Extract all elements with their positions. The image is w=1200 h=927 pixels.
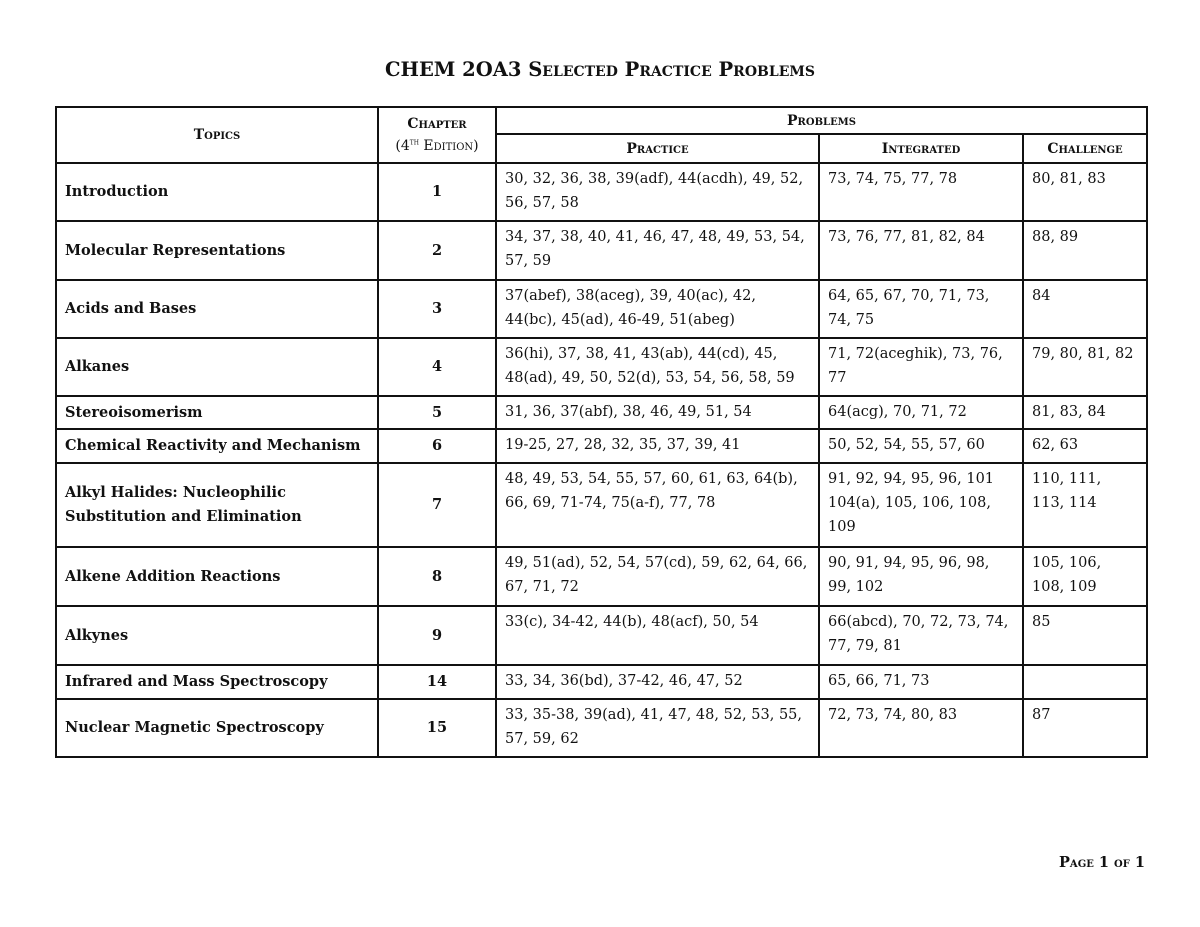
header-problems: Problems — [496, 107, 1147, 134]
topic-cell: Acids and Bases — [56, 280, 378, 338]
challenge-cell: 84 — [1023, 280, 1147, 338]
topic-cell: Alkene Addition Reactions — [56, 547, 378, 606]
chapter-cell: 4 — [378, 338, 496, 396]
challenge-cell — [1023, 665, 1147, 699]
problems-table — [55, 106, 1148, 758]
header-topics: Topics — [56, 107, 378, 163]
challenge-cell: 80, 81, 83 — [1023, 163, 1147, 221]
integrated-cell: 64, 65, 67, 70, 71, 73, 74, 75 — [819, 280, 1023, 338]
table-row — [56, 396, 1147, 429]
topic-cell: Stereoisomerism — [56, 396, 378, 429]
table-row — [56, 699, 1147, 757]
topic-cell: Alkynes — [56, 606, 378, 665]
table-row — [56, 280, 1147, 338]
header-chapter-label: Chapter — [407, 116, 467, 132]
challenge-cell: 105, 106, 108, 109 — [1023, 547, 1147, 606]
chapter-cell: 7 — [378, 463, 496, 547]
practice-cell: 37(abef), 38(aceg), 39, 40(ac), 42, 44(bc), 45(ad), 46-49, 51(abeg) — [496, 280, 819, 338]
challenge-cell: 110, 111, 113, 114 — [1023, 463, 1147, 547]
practice-cell: 19-25, 27, 28, 32, 35, 37, 39, 41 — [496, 429, 819, 463]
chapter-cell: 6 — [378, 429, 496, 463]
table-row — [56, 463, 1147, 547]
practice-cell: 33, 34, 36(bd), 37-42, 46, 47, 52 — [496, 665, 819, 699]
practice-cell: 48, 49, 53, 54, 55, 57, 60, 61, 63, 64(b), 66, 69, 71-74, 75(a-f), 77, 78 — [496, 463, 819, 547]
integrated-cell: 91, 92, 94, 95, 96, 101 104(a), 105, 106, 108, 109 — [819, 463, 1023, 547]
topic-cell: Introduction — [56, 163, 378, 221]
practice-cell: 49, 51(ad), 52, 54, 57(cd), 59, 62, 64, 66, 67, 71, 72 — [496, 547, 819, 606]
challenge-cell: 79, 80, 81, 82 — [1023, 338, 1147, 396]
practice-cell: 36(hi), 37, 38, 41, 43(ab), 44(cd), 45, 48(ad), 49, 50, 52(d), 53, 54, 56, 58, 59 — [496, 338, 819, 396]
chapter-cell: 8 — [378, 547, 496, 606]
integrated-cell: 73, 76, 77, 81, 82, 84 — [819, 221, 1023, 280]
topic-cell: Alkyl Halides: Nucleophilic Substitution and Elimination — [56, 463, 378, 547]
header-integrated: Integrated — [819, 134, 1023, 163]
integrated-cell: 72, 73, 74, 80, 83 — [819, 699, 1023, 757]
integrated-cell: 71, 72(aceghik), 73, 76, 77 — [819, 338, 1023, 396]
table-row — [56, 221, 1147, 280]
practice-cell: 30, 32, 36, 38, 39(adf), 44(acdh), 49, 52, 56, 57, 58 — [496, 163, 819, 221]
integrated-cell: 66(abcd), 70, 72, 73, 74, 77, 79, 81 — [819, 606, 1023, 665]
table-row — [56, 163, 1147, 221]
integrated-cell: 50, 52, 54, 55, 57, 60 — [819, 429, 1023, 463]
chapter-cell: 14 — [378, 665, 496, 699]
challenge-cell: 81, 83, 84 — [1023, 396, 1147, 429]
document-title: CHEM 2OA3 Selected Practice Problems — [385, 58, 815, 81]
practice-cell: 34, 37, 38, 40, 41, 46, 47, 48, 49, 53, 54, 57, 59 — [496, 221, 819, 280]
table-row — [56, 665, 1147, 699]
table-row — [56, 547, 1147, 606]
chapter-cell: 1 — [378, 163, 496, 221]
practice-cell: 33(c), 34-42, 44(b), 48(acf), 50, 54 — [496, 606, 819, 665]
table-row — [56, 606, 1147, 665]
topic-cell: Infrared and Mass Spectroscopy — [56, 665, 378, 699]
challenge-cell: 87 — [1023, 699, 1147, 757]
header-practice: Practice — [496, 134, 819, 163]
integrated-cell: 90, 91, 94, 95, 96, 98, 99, 102 — [819, 547, 1023, 606]
integrated-cell: 73, 74, 75, 77, 78 — [819, 163, 1023, 221]
practice-cell: 31, 36, 37(abf), 38, 46, 49, 51, 54 — [496, 396, 819, 429]
chapter-cell: 15 — [378, 699, 496, 757]
topic-cell: Chemical Reactivity and Mechanism — [56, 429, 378, 463]
chapter-cell: 2 — [378, 221, 496, 280]
chapter-cell: 5 — [378, 396, 496, 429]
header-challenge: Challenge — [1023, 134, 1147, 163]
table-row — [56, 429, 1147, 463]
integrated-cell: 64(acg), 70, 71, 72 — [819, 396, 1023, 429]
chapter-cell: 9 — [378, 606, 496, 665]
header-chapter — [378, 107, 496, 163]
integrated-cell: 65, 66, 71, 73 — [819, 665, 1023, 699]
practice-cell: 33, 35-38, 39(ad), 41, 47, 48, 52, 53, 55, 57, 59, 62 — [496, 699, 819, 757]
header-edition: (4th Edition) — [395, 137, 479, 154]
topic-cell: Nuclear Magnetic Spectroscopy — [56, 699, 378, 757]
topic-cell: Alkanes — [56, 338, 378, 396]
topic-cell: Molecular Representations — [56, 221, 378, 280]
chapter-cell: 3 — [378, 280, 496, 338]
challenge-cell: 85 — [1023, 606, 1147, 665]
table-row — [56, 338, 1147, 396]
page-number: Page 1 of 1 — [1059, 854, 1145, 871]
challenge-cell: 88, 89 — [1023, 221, 1147, 280]
challenge-cell: 62, 63 — [1023, 429, 1147, 463]
